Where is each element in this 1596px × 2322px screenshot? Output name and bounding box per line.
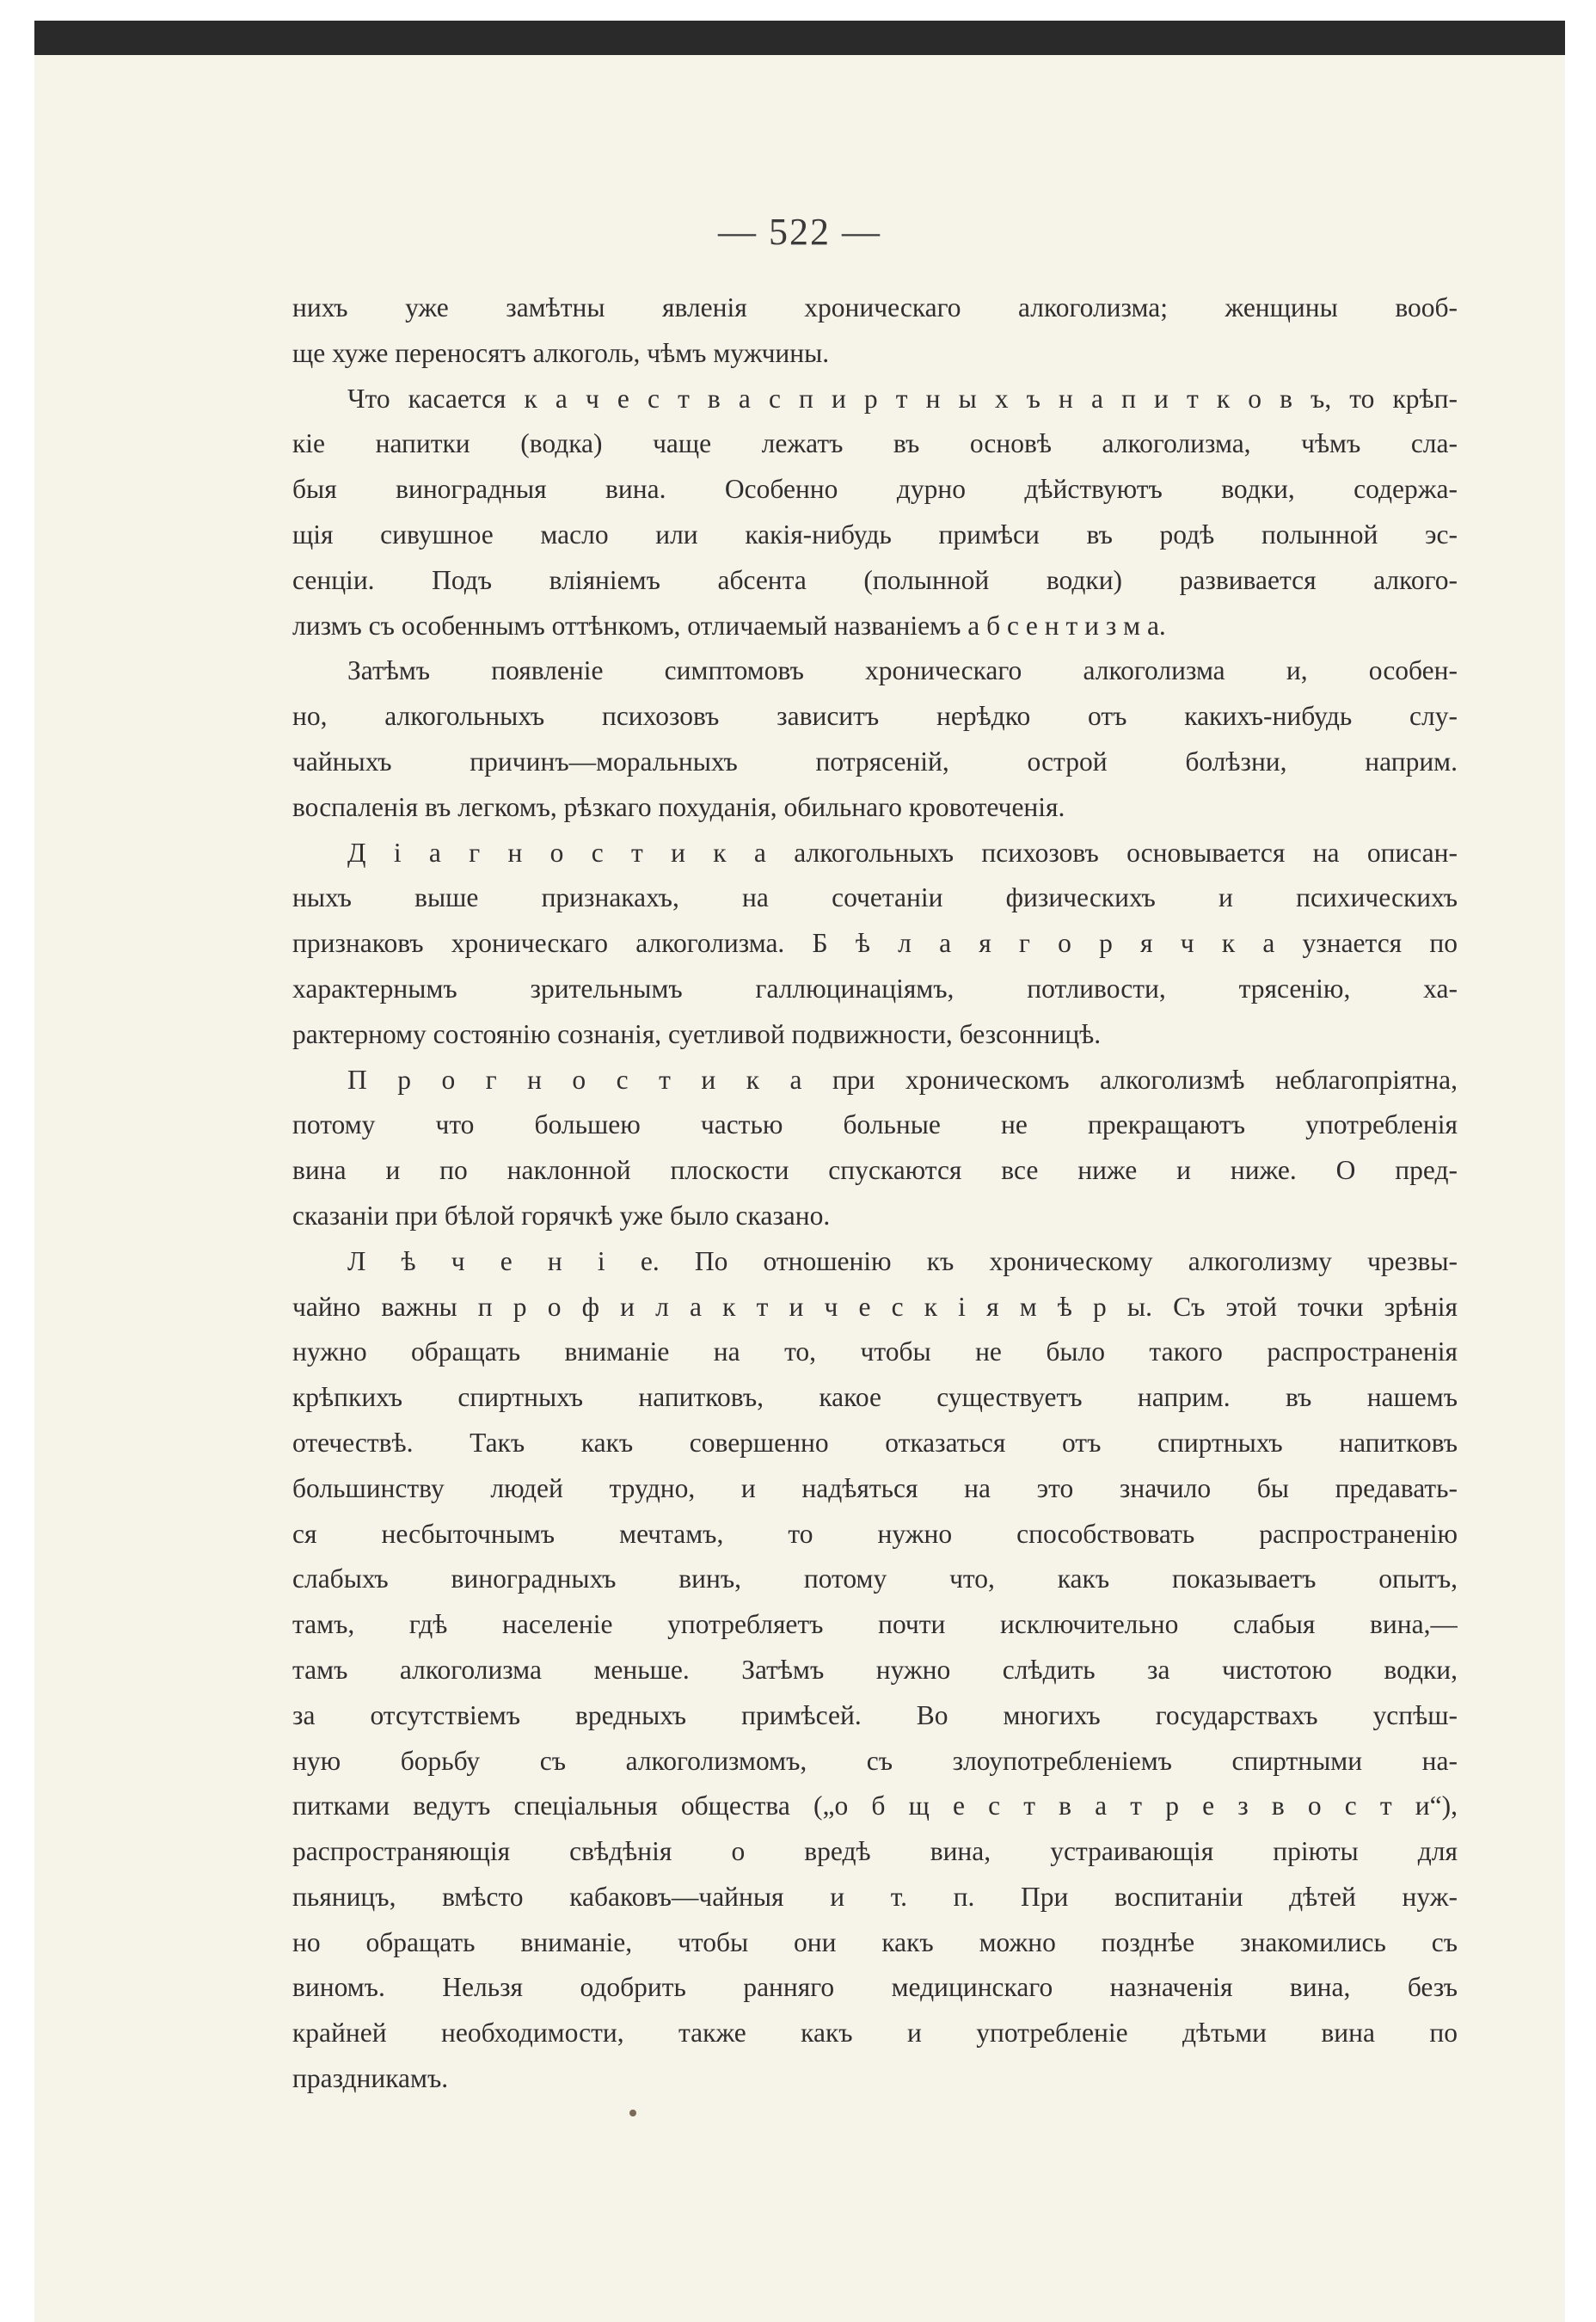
text-line: Л ѣ ч е н і е. По отношенію къ хроническому алкоголизму чрезвы- [347,1245,1458,1276]
text-line: крайней необходимости, также какъ и употребленіе дѣтьми вина по [292,2018,1458,2049]
text-line: ще хуже переносятъ алкоголь, чѣмъ мужчины. [292,337,830,368]
text-line: тамъ, гдѣ населеніе употребляетъ почти исключительно слабыя вина,— [292,1609,1458,1640]
text-line: Что касается к а ч е с т в а с п и р т н ы х ъ н а п и т к о в ъ, то крѣп- [347,383,1458,414]
book-page [34,55,1565,2322]
text-line: ную борьбу съ алкоголизмомъ, съ злоупотребленіемъ спиртными на- [292,1745,1458,1776]
text-line: лизмъ съ особеннымъ оттѣнкомъ, отличаемый названіемъ а б с е н т и з м а. [292,610,1166,641]
text-line: за отсутствіемъ вредныхъ примѣсей. Во многихъ государствахъ успѣш- [292,1699,1458,1730]
text-line: ныхъ выше признакахъ, на сочетаніи физическихъ и психическихъ [292,882,1458,913]
text-line: потому что большею частью больные не прекращаютъ употребленія [292,1109,1458,1140]
text-line: отечествѣ. Такъ какъ совершенно отказаться отъ спиртныхъ напитковъ [292,1427,1458,1458]
text-line: чайно важны п р о ф и л а к т и ч е с к і я м ѣ р ы. Съ этой точки зрѣнія [292,1291,1458,1322]
text-line: П р о г н о с т и к а при хроническомъ алкоголизмѣ неблагопріятна, [347,1064,1458,1095]
text-line: пьяницъ, вмѣсто кабаковъ—чайныя и т. п. При воспитаніи дѣтей нуж- [292,1881,1458,1912]
text-line: быя виноградныя вина. Особенно дурно дѣйствуютъ водки, содержа- [292,474,1458,505]
text-line: слабыхъ виноградныхъ винъ, потому что, какъ показываетъ опытъ, [292,1563,1458,1594]
text-line: но, алкогольныхъ психозовъ зависитъ нерѣдко отъ какихъ-нибудь слу- [292,701,1458,732]
text-line: ся несбыточнымъ мечтамъ, то нужно способствовать распространенію [292,1518,1458,1549]
text-line: воспаленія въ легкомъ, рѣзкаго похуданія, обильнаго кровотеченія. [292,791,1065,822]
text-line: чайныхъ причинъ—моральныхъ потрясеній, острой болѣзни, наприм. [292,746,1458,777]
text-line: питками ведутъ спеціальныя общества („о б щ е с т в а т р е з в о с т и“), [292,1791,1458,1821]
text-line: характернымъ зрительнымъ галлюцинаціямъ, потливости, трясенію, ха- [292,973,1458,1004]
text-line: но обращать вниманіе, чтобы они какъ можно позднѣе знакомились съ [292,1926,1458,1957]
text-line: виномъ. Нельзя одобрить ранняго медицинскаго назначенія вина, безъ [292,1972,1458,2003]
text-line: нихъ уже замѣтны явленія хроническаго алкоголизма; женщины вооб- [292,292,1458,322]
ink-speck [629,2110,636,2116]
scan-top-border [34,21,1565,55]
text-line: Д і а г н о с т и к а алкогольныхъ психозовъ основывается на описан- [347,837,1458,868]
text-line: нужно обращать вниманіе на то, чтобы не было такого распространенія [292,1336,1458,1367]
text-line: вина и по наклонной плоскости спускаются все ниже и ниже. О пред- [292,1155,1458,1186]
body-text [292,286,1458,2102]
text-line: кіе напитки (водка) чаще лежатъ въ основѣ алкоголизма, чѣмъ сла- [292,428,1458,459]
text-line: щія сивушное масло или какія-нибудь примѣси въ родѣ полынной эс- [292,519,1458,550]
text-line: сказаніи при бѣлой горячкѣ уже было сказано. [292,1200,831,1231]
text-line: рактерному состоянію сознанія, суетливой подвижности, безсонницѣ. [292,1018,1102,1049]
text-line: сенціи. Подъ вліяніемъ абсента (полынной водки) развивается алкого- [292,564,1458,595]
text-line: крѣпкихъ спиртныхъ напитковъ, какое существуетъ наприм. въ нашемъ [292,1382,1458,1413]
text-line: праздникамъ. [292,2063,449,2094]
text-line: Затѣмъ появленіе симптомовъ хроническаго алкоголизма и, особен- [347,655,1458,686]
text-line: распространяющія свѣдѣнія о вредѣ вина, устраивающія пріюты для [292,1836,1458,1867]
text-line: тамъ алкоголизма меньше. Затѣмъ нужно слѣдить за чистотою водки, [292,1654,1458,1685]
page-number: — 522 — [718,211,881,253]
text-line: большинству людей трудно, и надѣяться на это значило бы предавать- [292,1472,1458,1503]
text-line: признаковъ хроническаго алкоголизма. Б ѣ л а я г о р я ч к а узнается по [292,928,1458,959]
